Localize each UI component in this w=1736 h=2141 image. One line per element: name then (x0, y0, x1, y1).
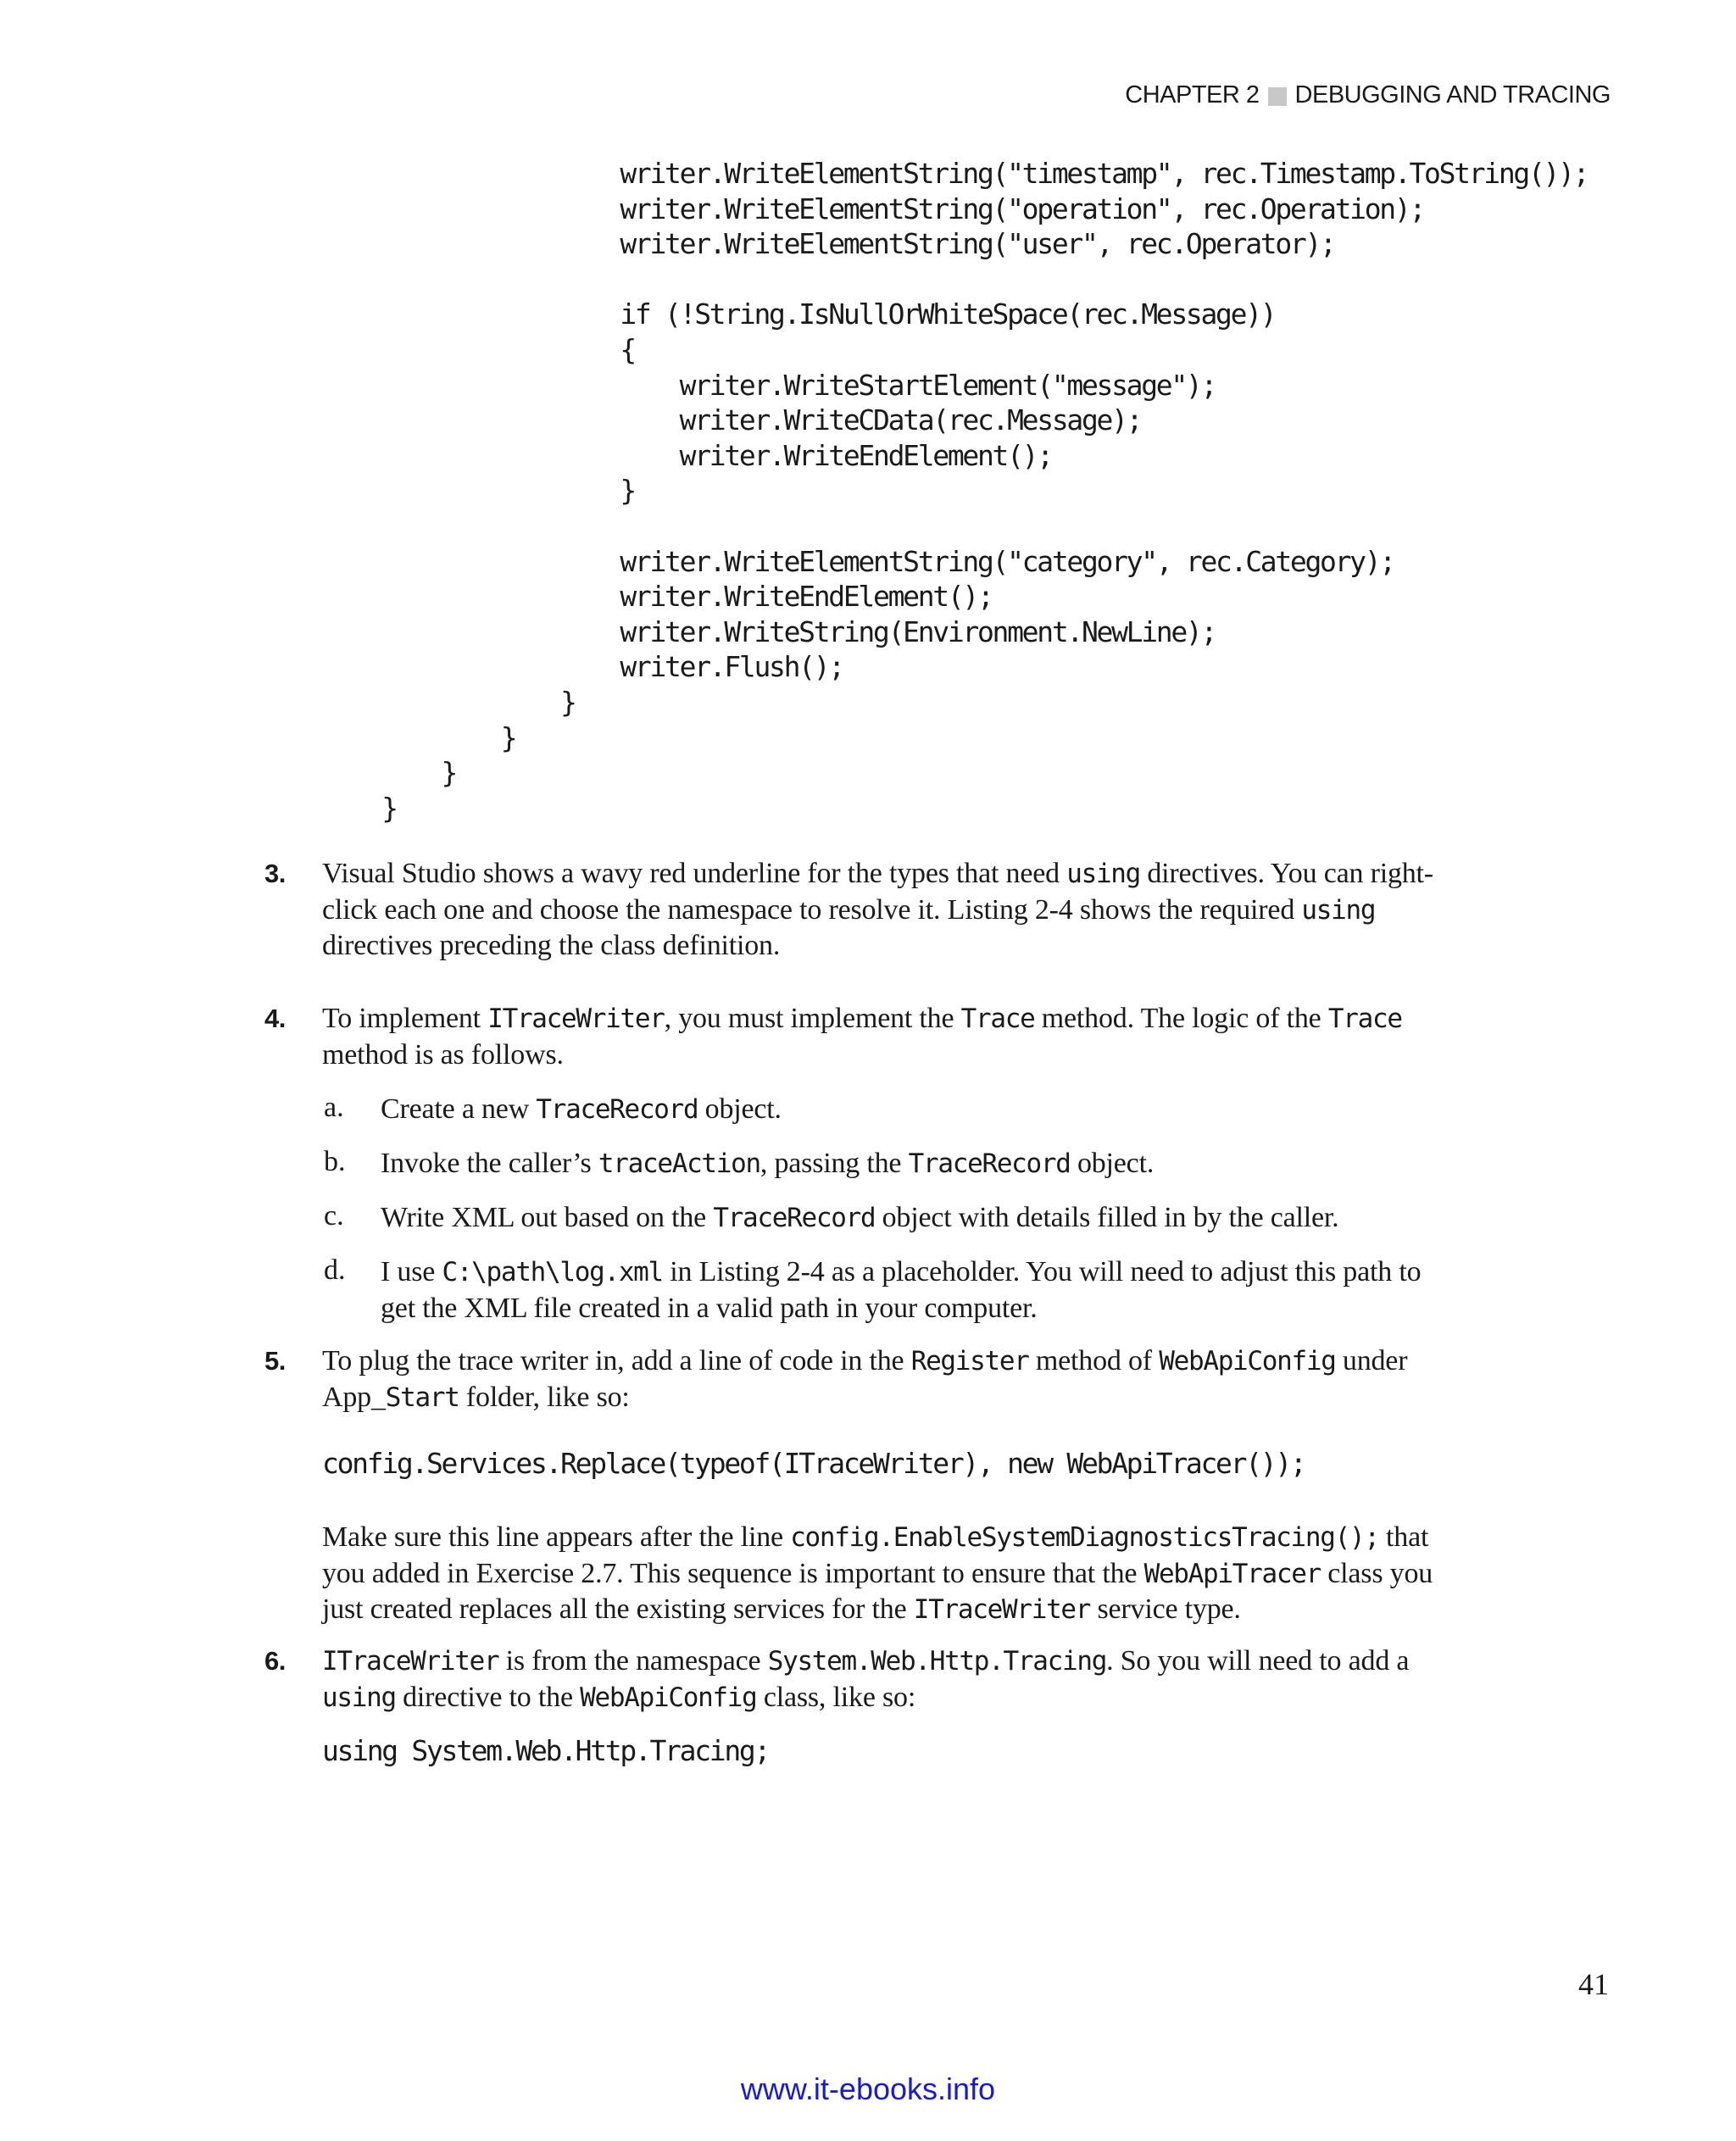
step-number: 4. (264, 1004, 286, 1033)
substep-letter: d. (324, 1254, 346, 1286)
code-line: writer.WriteEndElement(); (322, 438, 1052, 472)
step-number: 5. (264, 1346, 286, 1376)
code-line: writer.WriteElementString("operation", rec.Operation); (322, 192, 1425, 225)
code-line: writer.Flush(); (322, 650, 843, 684)
code-line: } (322, 474, 635, 508)
code-line: } (322, 756, 457, 790)
step-5-note: Make sure this line appears after the line config.EnableSystemDiagnosticsTracing(); that you added in Exercise 2.7. This sequence is important to ensure that the WebApiTracer class you just created replaces all the existing services for the ITraceWriter service type. (322, 1521, 1433, 1625)
code-line: writer.WriteString(Environment.NewLine); (322, 614, 1216, 648)
code-snippet: using System.Web.Http.Tracing; (322, 1734, 770, 1767)
substep-letter: a. (324, 1092, 344, 1123)
code-snippet: config.Services.Replace(typeof(ITraceWriter), new WebApiTracer()); (322, 1447, 1305, 1480)
substep-letter: c. (324, 1200, 344, 1232)
code-line: if (!String.IsNullOrWhiteSpace(rec.Message)) (322, 298, 1276, 331)
chapter-title: DEBUGGING AND TRACING (1294, 81, 1611, 108)
footer-link[interactable]: www.it-ebooks.info (740, 2071, 996, 2106)
code-line: writer.WriteStartElement("message"); (322, 368, 1216, 402)
step-4-text: To implement ITraceWriter, you must implement the Trace method. The logic of the Trace method is as follows. (322, 1003, 1402, 1070)
substep-letter: b. (324, 1146, 346, 1177)
running-head (1125, 81, 1611, 109)
step-5-text: To plug the trace writer in, add a line of code in the Register method of WebApiConfig under App_Start folder, like so: (322, 1345, 1408, 1413)
code-line: writer.WriteElementString("category", rec.Category); (322, 544, 1394, 578)
substep-d-text: I use C:\path\log.xml in Listing 2-4 as a placeholder. You will need to adjust this path to get the XML file created in a valid path in your computer. (381, 1256, 1422, 1324)
code-line: writer.WriteElementString("timestamp", rec.Timestamp.ToString()); (322, 157, 1589, 190)
step-6-text: ITraceWriter is from the namespace System.Web.Http.Tracing. So you will need to add a using directive to the WebApiConfig class, like so: (322, 1645, 1410, 1713)
code-line: } (322, 720, 516, 754)
code-line: writer.WriteElementString("user", rec.Operator); (322, 227, 1335, 261)
code-line: } (322, 685, 576, 719)
separator-square-icon (1268, 87, 1287, 106)
step-number: 6. (264, 1646, 286, 1676)
step-number: 3. (264, 859, 286, 888)
code-listing (322, 156, 1588, 826)
substep-b-text: Invoke the caller’s traceAction, passing the TraceRecord object. (381, 1148, 1155, 1179)
page-number: 41 (1578, 1967, 1609, 2001)
step-3-text: Visual Studio shows a wavy red underline for the types that need using directives. You can right-click each one and choose the namespace to resolve it. Listing 2-4 shows the required using directives preceding the class definition. (322, 858, 1433, 961)
chapter-label: CHAPTER 2 (1125, 81, 1260, 108)
code-line: } (322, 791, 397, 825)
code-line: { (322, 332, 635, 366)
substep-a-text: Create a new TraceRecord object. (381, 1093, 782, 1125)
code-line: writer.WriteCData(rec.Message); (322, 403, 1142, 437)
substep-c-text: Write XML out based on the TraceRecord object with details filled in by the caller. (381, 1202, 1339, 1233)
code-line: writer.WriteEndElement(); (322, 580, 993, 614)
